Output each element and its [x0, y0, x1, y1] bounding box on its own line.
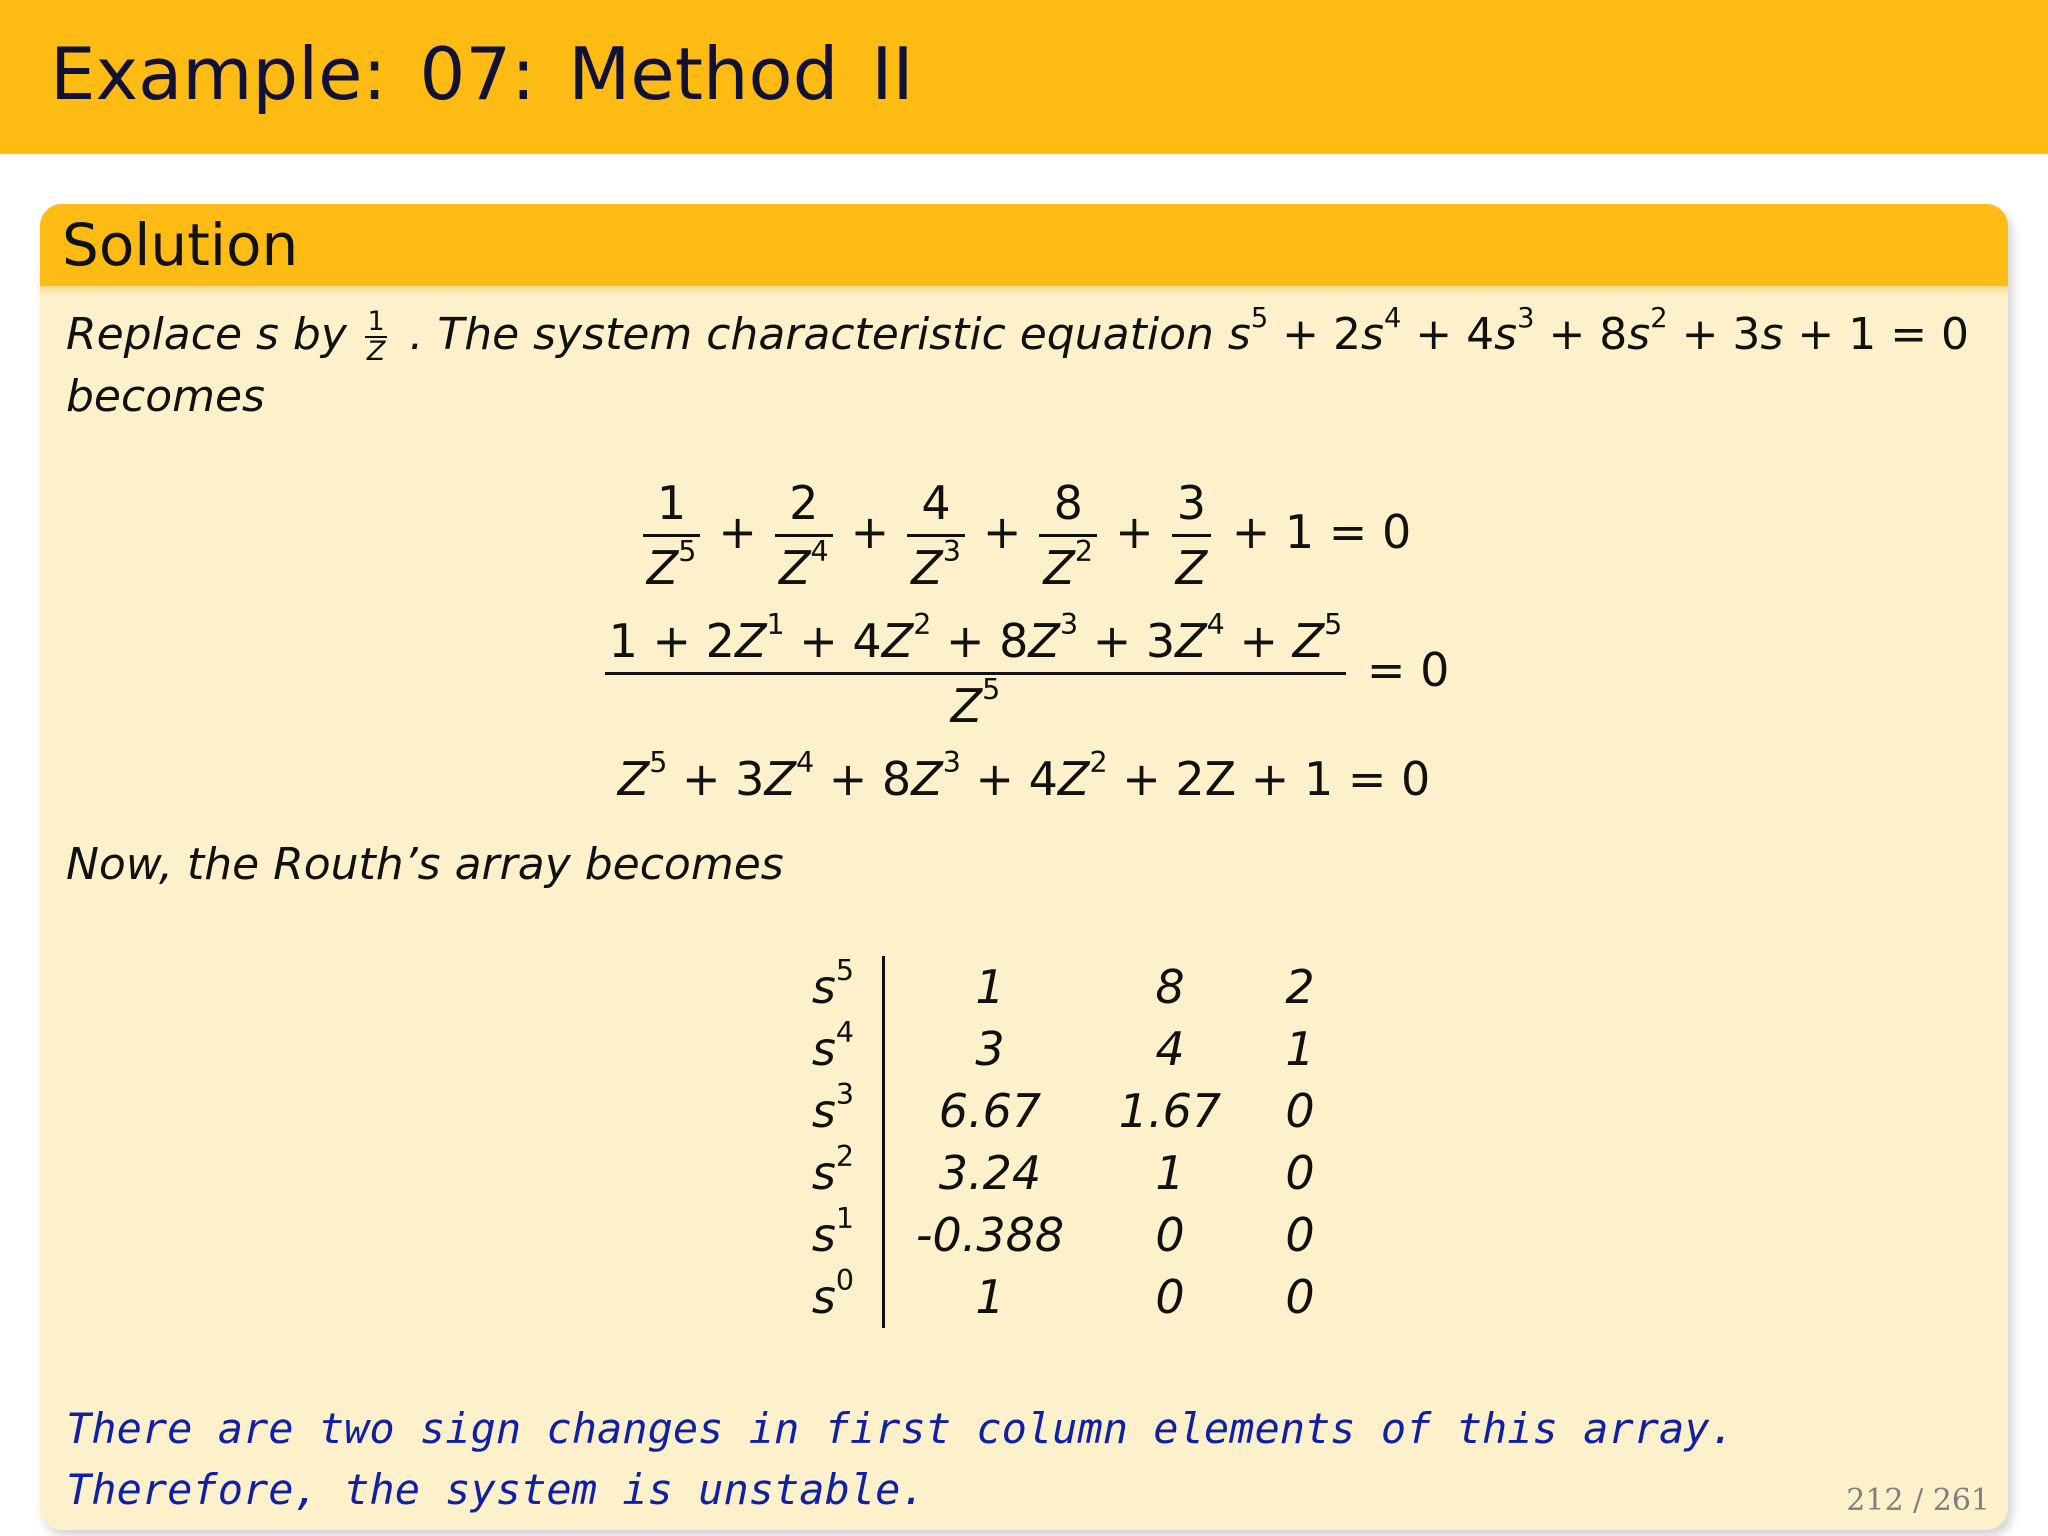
conclusion-line-2: Therefore, the system is unstable. [66, 1465, 926, 1514]
routh-cell: 1 [975, 1270, 1005, 1324]
math-line-3: $Z^5 + 3Z^4 + 8Z^3 + 4Z^2 + 2Z + 1 = 0$ [617, 746, 1431, 806]
routh-cell: 1 [1155, 1146, 1185, 1200]
combined-fraction: $\frac{1 + 2Z^1 + 4Z^2 + 8Z^3 + 3Z^4 + Z^5}{Z^5}$ [605, 614, 1347, 733]
routh-cell: 0 [1285, 1084, 1315, 1138]
routh-power: $s^2$ [782, 1142, 884, 1204]
routh-cell: 1 [1285, 1022, 1315, 1076]
routh-cell: 0 [1285, 1270, 1315, 1324]
routh-cell: 3.24 [938, 1146, 1042, 1200]
solution-block [40, 204, 2008, 1530]
routh-cell: 0 [1155, 1270, 1185, 1324]
intro-line2: becomes [66, 371, 265, 422]
routh-cell: 0 [1155, 1208, 1185, 1262]
intro-paragraph [66, 304, 1969, 366]
replace-text: Replace s by [66, 309, 347, 360]
routh-row [782, 1018, 1355, 1080]
frame-header [0, 0, 2048, 154]
fraction-3-over-z: $\frac{3}{Z}$ [1172, 476, 1212, 595]
block-title: Solution [62, 211, 299, 279]
routh-row [782, 1204, 1355, 1266]
math-line-2 [40, 608, 2008, 733]
routh-cell: 0 [1285, 1208, 1315, 1262]
routh-cell: 3 [975, 1022, 1005, 1076]
routh-power: $s^1$ [782, 1204, 884, 1266]
math-line-3-rhs: + 2Z + 1 = 0 [1122, 752, 1431, 806]
block-title-bar [40, 204, 2008, 286]
routh-cell: 1 [975, 960, 1005, 1014]
fraction-8-over-z2: $\frac{8}{Z^2}$ [1039, 476, 1097, 595]
math-line-1-rhs: + 1 = 0 [1231, 505, 1412, 559]
frame-title: Example: 07: Method II [50, 32, 914, 116]
routh-cell: 1.67 [1118, 1084, 1222, 1138]
routh-row [782, 1266, 1355, 1328]
routh-power: $s^0$ [782, 1266, 884, 1328]
fraction-4-over-z3: $\frac{4}{Z^3}$ [907, 476, 965, 595]
characteristic-equation-tail: = 0 [1890, 309, 1970, 360]
routh-row [782, 956, 1355, 1018]
routh-row [782, 1142, 1355, 1204]
page-number: 212 / 261 [1846, 1483, 1990, 1518]
routh-power: $s^5$ [782, 956, 884, 1018]
routh-power: $s^3$ [782, 1080, 884, 1142]
routh-row [782, 1080, 1355, 1142]
routh-intro: Now, the Routh’s array becomes [66, 839, 784, 890]
routh-cell: 0 [1285, 1146, 1315, 1200]
inline-fraction-denominator: Z [366, 336, 386, 367]
routh-cell: 4 [1155, 1022, 1185, 1076]
routh-cell: 2 [1285, 960, 1315, 1014]
characteristic-equation: $s^5 + 2s^4 + 4s^3 + 8s^2 + 3s + 1 = 0$ [1227, 303, 1970, 360]
routh-cell: 8 [1155, 960, 1185, 1014]
fraction-1-over-z5: $\frac{1}{Z^5}$ [643, 476, 701, 595]
routh-cell: -0.388 [915, 1208, 1065, 1262]
routh-array [782, 956, 1355, 1328]
inline-fraction [365, 305, 388, 367]
conclusion-text [66, 1398, 1735, 1520]
intro-sentence: . The system characteristic equation [409, 309, 1214, 360]
conclusion-line-1: There are two sign changes in first column elements of this array. [66, 1404, 1735, 1453]
inline-fraction-numerator: 1 [365, 308, 388, 338]
routh-cell: 6.67 [938, 1084, 1042, 1138]
math-line-1: $\frac{1}{Z^5}$ + $\frac{2}{Z^4}$ + $\frac{4}{Z^3}$ + $\frac{8}{Z^2}$ + $\frac{3}{Z}$ + 1 = 0 [40, 476, 2008, 595]
fraction-2-over-z4: $\frac{2}{Z^4}$ [775, 476, 833, 595]
routh-power: $s^4$ [782, 1018, 884, 1080]
math-line-2-rhs: = 0 [1366, 643, 1450, 697]
